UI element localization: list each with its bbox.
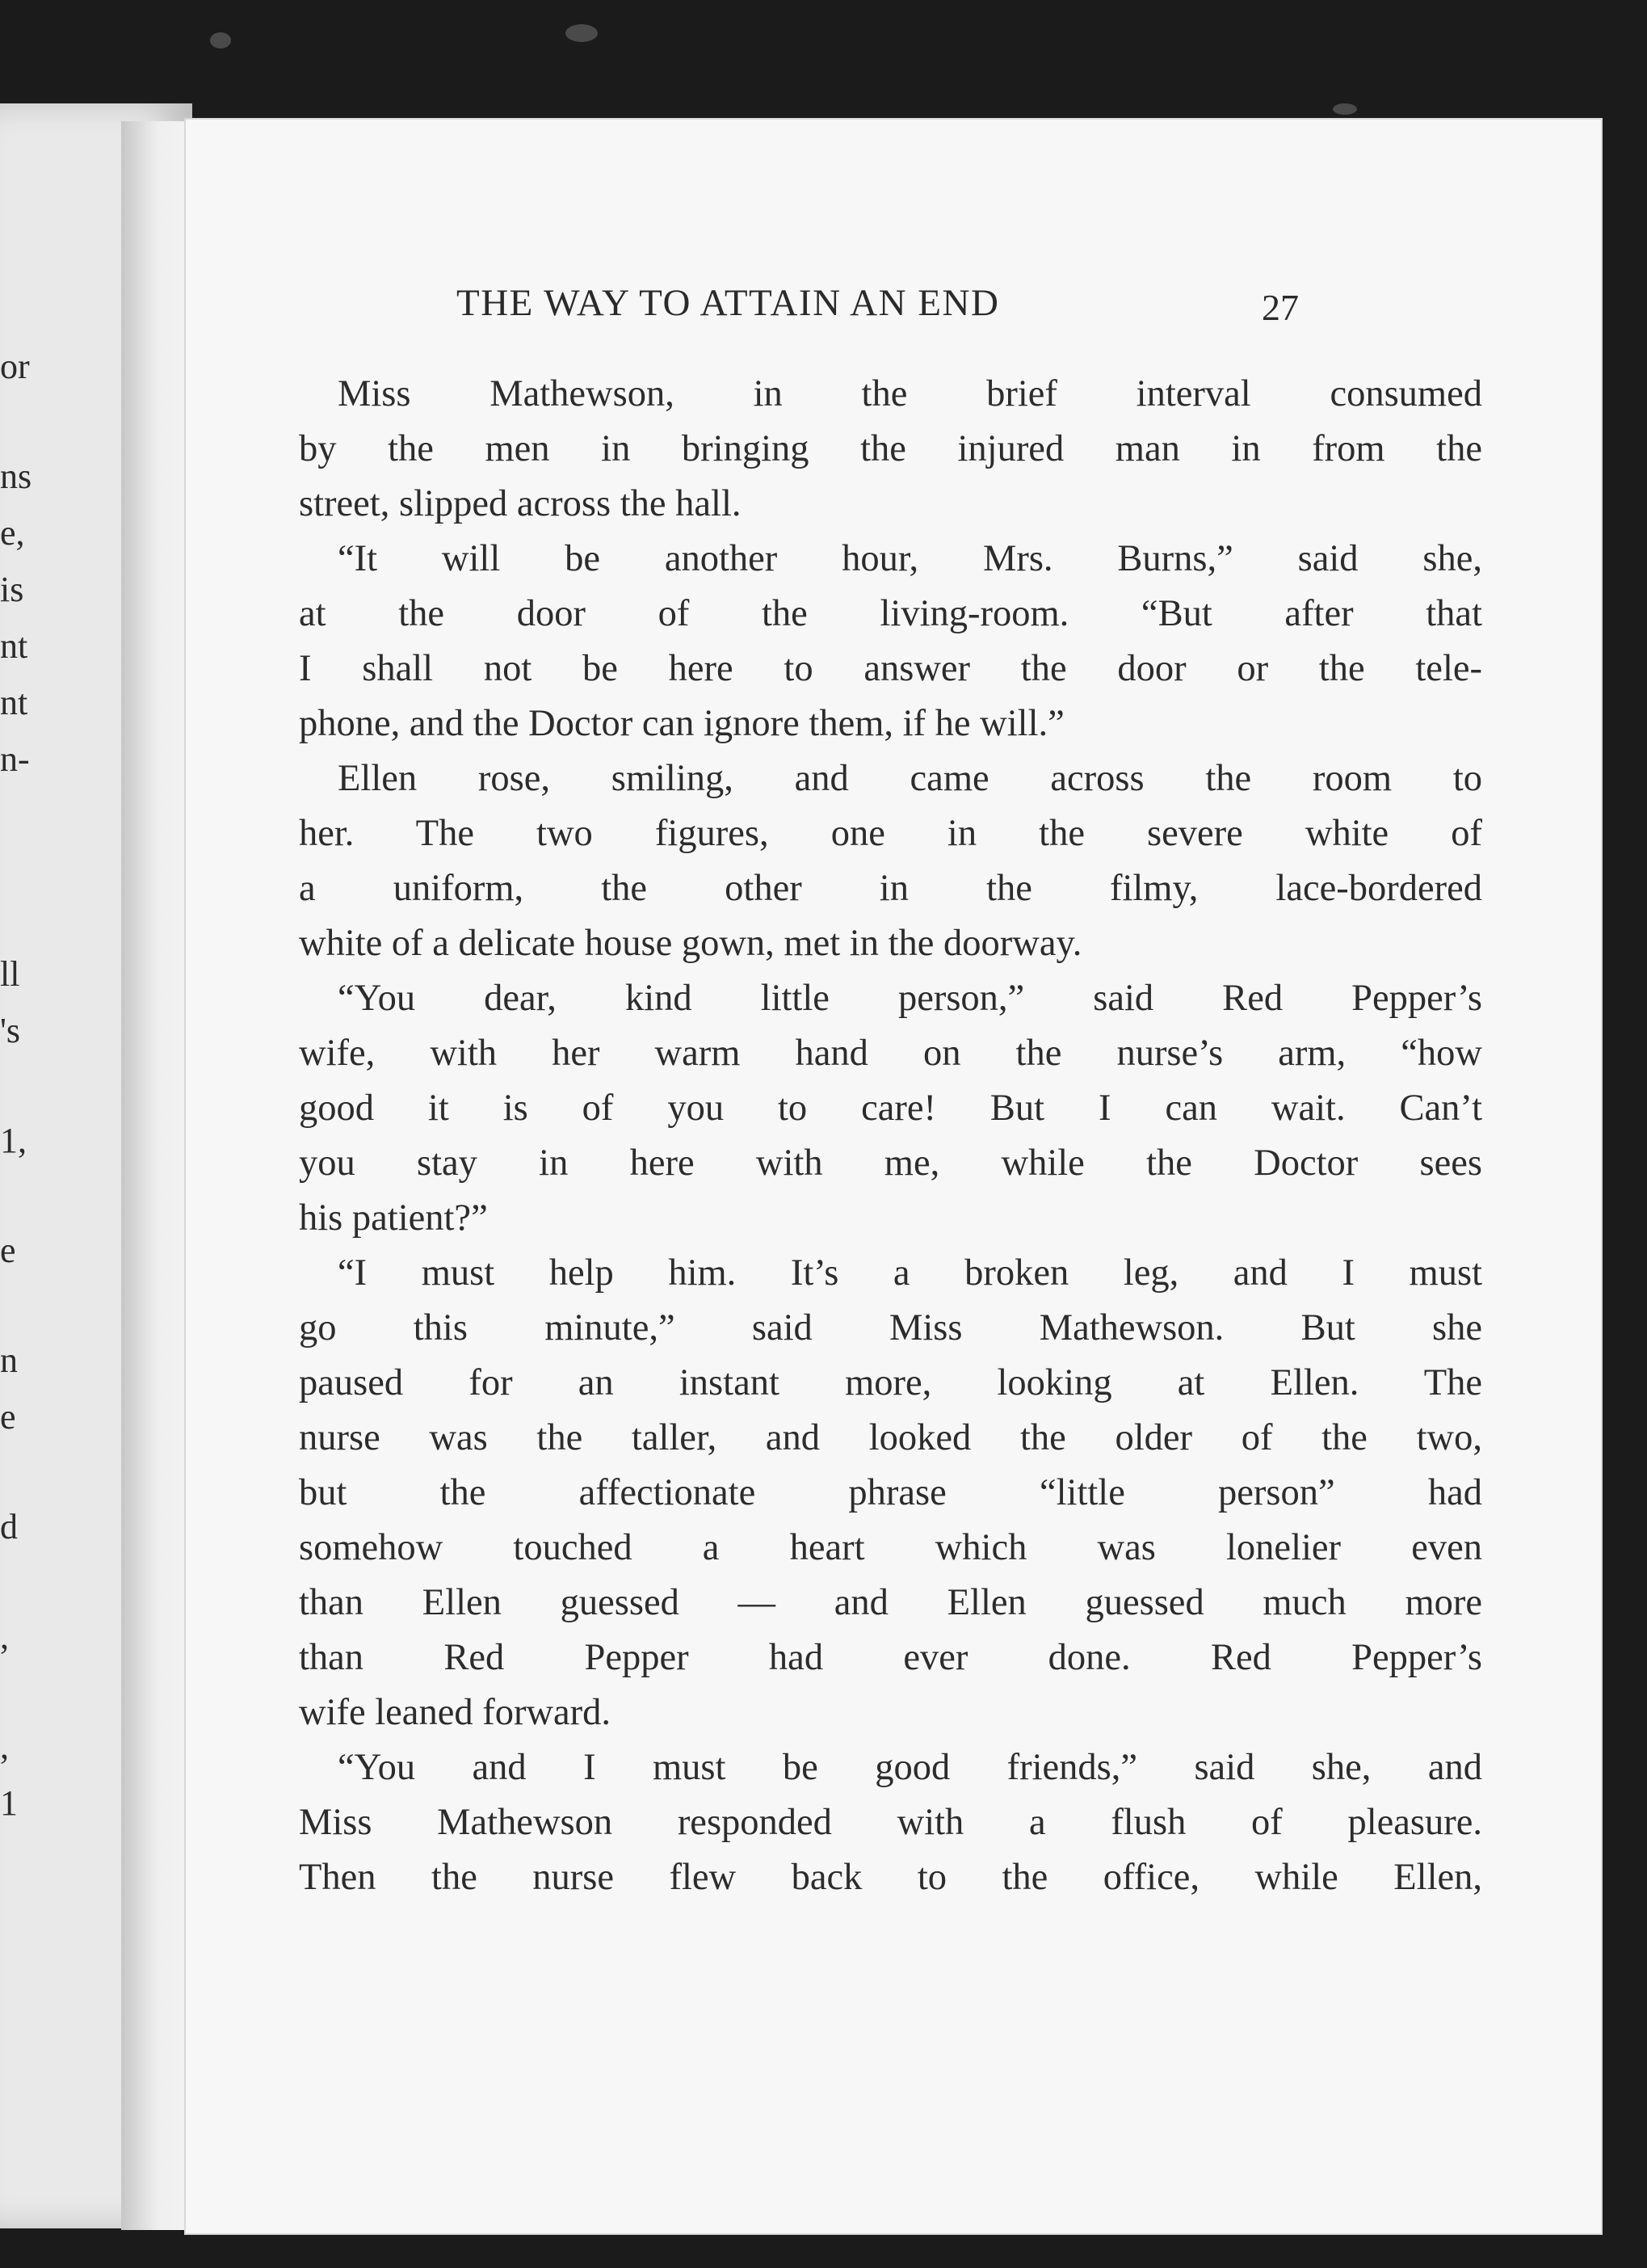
text-line: nurse was the taller, and looked the older of the two, — [299, 1417, 1482, 1458]
text-line: wife, with her warm hand on the nurse’s arm, “how — [299, 1033, 1482, 1074]
text-line: at the door of the living-room. “But after that — [299, 593, 1482, 634]
text-line: by the men in bringing the injured man in from the — [299, 428, 1482, 469]
text-line: “It will be another hour, Mrs. Burns,” said she, — [338, 538, 1482, 579]
text-line: somehow touched a heart which was lonelier even — [299, 1527, 1482, 1568]
text-line: wife leaned forward. — [299, 1692, 611, 1733]
backdrop-speck — [1333, 103, 1357, 115]
text-line: Miss Mathewson, in the brief interval consumed — [338, 373, 1482, 414]
left-page-fragment: e — [0, 1397, 16, 1437]
left-page-fragment: is — [0, 570, 24, 609]
running-title: THE WAY TO ATTAIN AN END — [456, 282, 1000, 324]
text-line: “I must help him. It’s a broken leg, and I must — [338, 1252, 1482, 1294]
left-page-fragment: 1, — [0, 1121, 27, 1160]
left-page-fragment: n — [0, 1340, 18, 1380]
backdrop-speck — [210, 32, 231, 48]
text-line: I shall not be here to answer the door or the tele- — [299, 648, 1482, 689]
text-line: street, slipped across the hall. — [299, 483, 742, 524]
text-line: but the affectionate phrase “little person” had — [299, 1472, 1482, 1513]
left-page-fragment: 's — [0, 1011, 21, 1050]
backdrop-speck — [565, 24, 598, 42]
left-page-fragment: nt — [0, 626, 28, 666]
left-page-fragment: nt — [0, 683, 28, 722]
left-page-fragment: e — [0, 1231, 16, 1270]
text-line: good it is of you to care! But I can wait. Can’t — [299, 1088, 1482, 1129]
text-line: his patient?” — [299, 1197, 488, 1239]
left-page-fragment: n- — [0, 739, 30, 779]
text-line: than Ellen guessed — and Ellen guessed much more — [299, 1582, 1482, 1623]
left-page-fragment: d — [0, 1507, 18, 1546]
text-line: her. The two figures, one in the severe white of — [299, 813, 1482, 854]
text-line: Miss Mathewson responded with a flush of pleasure. — [299, 1802, 1482, 1843]
text-line: a uniform, the other in the filmy, lace-bordered — [299, 868, 1482, 909]
text-line: paused for an instant more, looking at Ellen. The — [299, 1362, 1482, 1403]
text-line: “You dear, kind little person,” said Red Pepper’s — [338, 978, 1482, 1019]
left-page-fragment: ns — [0, 457, 32, 496]
text-line: Then the nurse flew back to the office, while Ellen, — [299, 1857, 1482, 1898]
left-page-fragment: , — [0, 1617, 9, 1656]
left-page-fragment: , — [0, 1727, 9, 1766]
text-line: go this minute,” said Miss Mathewson. But she — [299, 1307, 1482, 1349]
left-page-fragment: e, — [0, 513, 25, 553]
text-line: white of a delicate house gown, met in the doorway. — [299, 923, 1082, 964]
text-line: “You and I must be good friends,” said she, and — [338, 1747, 1482, 1788]
left-page-fragment: 1 — [0, 1783, 18, 1823]
text-line: phone, and the Doctor can ignore them, if he will.” — [299, 703, 1065, 744]
right-page — [186, 120, 1601, 2233]
text-line: than Red Pepper had ever done. Red Pepper’s — [299, 1637, 1482, 1678]
text-line: you stay in here with me, while the Doctor sees — [299, 1142, 1482, 1184]
text-line: Ellen rose, smiling, and came across the room to — [338, 758, 1482, 799]
left-page-fragment: ll — [0, 954, 20, 994]
page-number: 27 — [1262, 287, 1299, 328]
left-page-fragment: or — [0, 347, 30, 386]
running-head — [186, 281, 1480, 346]
